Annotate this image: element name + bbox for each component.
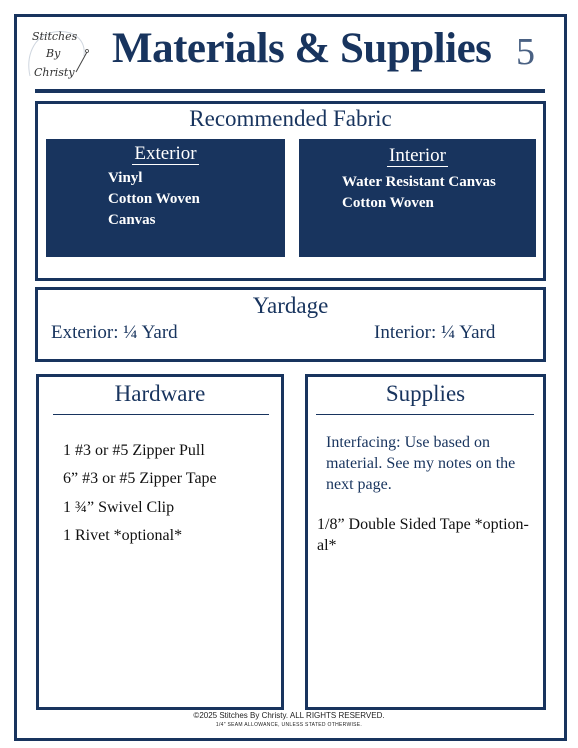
tape-line: 1/8” Double Sided Tape *option- [317,516,529,533]
hardware-item: 1 ¾” Swivel Clip [63,499,175,516]
hardware-item: 1 Rivet *optional* [63,527,183,544]
seam-allowance-note: 1/4" SEAM ALLOWANCE, UNLESS STATED OTHERWISE. [215,722,363,728]
hardware-item: 1 #3 or #5 Zipper Pull [63,442,205,459]
interfacing-line: Interfacing: Use based on [326,434,490,451]
supplies-divider [316,414,534,415]
page-number: 5 [516,31,535,73]
tape-note [317,514,529,556]
list-item: Cotton Woven [342,195,434,211]
supplies-section [305,374,546,710]
recommended-fabric-section [35,101,546,281]
hardware-section [36,374,284,710]
interfacing-line: material. See my notes on the [326,455,516,472]
hardware-item: 6” #3 or #5 Zipper Tape [63,470,217,487]
copyright-footer: ©2025 Stitches By Christy. ALL RIGHTS RESERVED. [193,711,385,720]
interior-heading: Interior [389,145,446,166]
fabric-heading: Recommended Fabric [189,106,392,131]
list-item: Water Resistant Canvas [342,174,496,190]
interfacing-line: next page. [326,476,392,493]
page-title: Materials & Supplies [112,25,492,72]
header-divider [35,89,545,93]
tape-line: al* [317,537,337,554]
exterior-fabric-panel [46,139,285,257]
list-item: Vinyl [108,170,143,186]
exterior-fabric-list [108,168,200,231]
brand-logo [24,28,90,86]
exterior-yardage: Exterior: ¼ Yard [51,322,178,343]
supplies-heading: Supplies [385,381,466,406]
logo-text-line2: By [46,47,61,60]
interfacing-note [326,432,515,495]
interior-fabric-panel [299,139,536,257]
logo-text-line3: Christy [34,66,75,79]
hardware-heading: Hardware [114,381,206,406]
list-item: Canvas [108,212,156,228]
exterior-heading: Exterior [134,143,197,164]
hardware-divider [53,414,269,415]
logo-text-line1: Stitches [32,30,78,43]
list-item: Cotton Woven [108,191,200,207]
yardage-heading: Yardage [252,293,329,318]
interior-fabric-list [342,172,496,214]
interior-yardage: Interior: ¼ Yard [374,322,496,343]
yardage-section [35,287,546,362]
